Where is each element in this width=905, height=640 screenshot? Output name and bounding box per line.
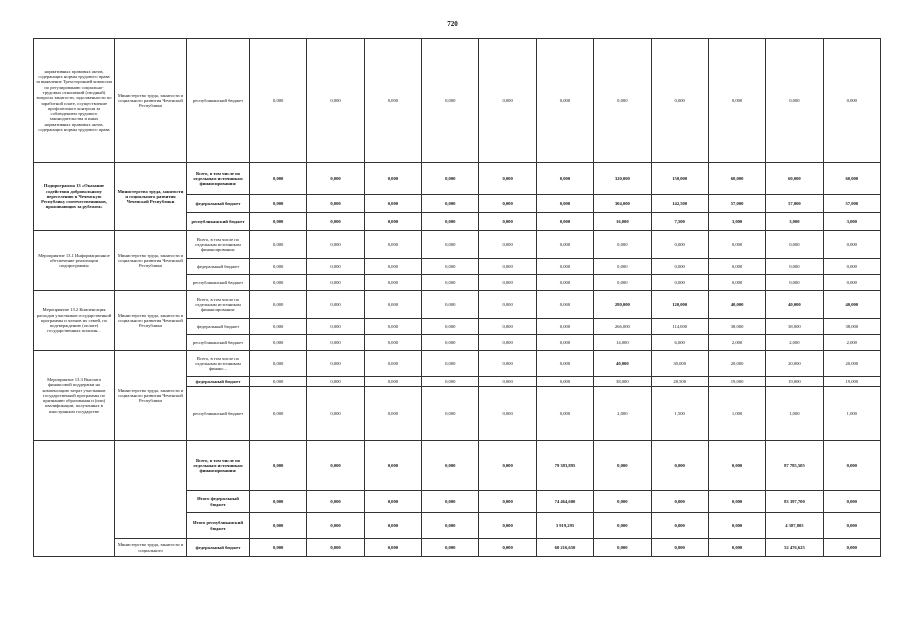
cell-value: 0,000 <box>250 513 307 539</box>
cell-value: 0,000 <box>422 377 479 387</box>
cell-value: 0,000 <box>651 275 708 291</box>
finance-source: Итого республиканский бюджет <box>187 513 250 539</box>
cell-value: 0,000 <box>823 539 880 557</box>
cell-value: 0,000 <box>307 491 364 513</box>
cell-value: 0,000 <box>766 39 823 163</box>
cell-value: 0,000 <box>422 231 479 259</box>
finance-source: Всего, в том числе по отдельным источникам финансирования: <box>187 231 250 259</box>
finance-source: федеральный бюджет <box>187 319 250 335</box>
cell-value: 0,000 <box>364 275 421 291</box>
cell-value: 0,000 <box>364 387 421 441</box>
cell-value: 0,000 <box>708 231 765 259</box>
cell-value: 0,000 <box>536 351 593 377</box>
cell-value: 16,000 <box>594 213 651 231</box>
cell-value: 0,000 <box>536 377 593 387</box>
cell-value: 0,000 <box>708 491 765 513</box>
cell-value: 0,000 <box>708 39 765 163</box>
cell-value: 0,000 <box>479 213 536 231</box>
cell-value: 0,000 <box>364 377 421 387</box>
cell-value: 3,000 <box>766 213 823 231</box>
cell-value: 0,000 <box>422 491 479 513</box>
cell-value: 20,000 <box>708 351 765 377</box>
cell-value: 0,000 <box>422 291 479 319</box>
cell-value: 30,000 <box>651 351 708 377</box>
finance-source: республиканский бюджет <box>187 39 250 163</box>
cell-value: 0,000 <box>364 195 421 213</box>
cell-value: 0,000 <box>536 387 593 441</box>
cell-value: 0,000 <box>250 231 307 259</box>
cell-value: 1,500 <box>651 387 708 441</box>
cell-value: 0,000 <box>250 319 307 335</box>
responsible-org: Министерство труда, занятости и социального развития Чеченской Республики <box>115 39 187 163</box>
activity-name: Мероприятие 13.1 Информационное обеспечение реализации подпрограммы <box>34 231 115 291</box>
cell-value: 0,000 <box>594 275 651 291</box>
cell-value: 0,000 <box>536 163 593 195</box>
cell-value: 52 476,625 <box>766 539 823 557</box>
cell-value: 0,000 <box>479 377 536 387</box>
cell-value: 38,000 <box>766 319 823 335</box>
cell-value: 0,000 <box>479 291 536 319</box>
cell-value: 3,000 <box>823 213 880 231</box>
cell-value: 0,000 <box>422 539 479 557</box>
cell-value: 0,000 <box>479 39 536 163</box>
cell-value: 0,000 <box>766 275 823 291</box>
cell-value: 83 397,700 <box>766 491 823 513</box>
finance-source: Итого федеральный бюджет <box>187 491 250 513</box>
responsible-org: Министерство труда, занятости и социального развития Чеченской Республики <box>115 291 187 351</box>
cell-value: 0,000 <box>307 319 364 335</box>
cell-value: 0,000 <box>594 491 651 513</box>
finance-source: федеральный бюджет <box>187 195 250 213</box>
cell-value: 0,000 <box>708 275 765 291</box>
activity-name: Мероприятие 13.3 Выплата финансовой поддержки на компенсацию затрат участников государственной программы по признанию образования и (или) квалификации, полученных в иностранном государстве <box>34 351 115 441</box>
cell-value: 0,000 <box>479 163 536 195</box>
cell-value: 0,000 <box>422 39 479 163</box>
cell-value: 0,000 <box>536 213 593 231</box>
cell-value: 0,000 <box>766 259 823 275</box>
cell-value: 0,000 <box>479 259 536 275</box>
cell-value: 0,000 <box>250 195 307 213</box>
cell-value: 40,000 <box>708 291 765 319</box>
finance-source: федеральный бюджет <box>187 539 250 557</box>
cell-value: 0,000 <box>364 291 421 319</box>
cell-value: 57,000 <box>708 195 765 213</box>
cell-value: 2,000 <box>708 335 765 351</box>
cell-value: 40,000 <box>594 351 651 377</box>
responsible-org: Министерство труда, занятости и социального развития Чеченской Республики <box>115 231 187 291</box>
finance-source: Всего, в том числе по отдельным источникам финанс... <box>187 351 250 377</box>
activity-name: нормативных правовых актов, содержащих нормы трудового права за выявление Трехсторонней комиссии по регулированию социально-трудовых отношений (сводный) вопросы занятости, задолженности по заработной плате, осуществление профсоюзного контроля за соблюдением трудового законодательства и иных нормативных правовых актов, содержащих нормы трудового права <box>34 39 115 163</box>
cell-value: 0,000 <box>594 513 651 539</box>
cell-value: 0,000 <box>250 539 307 557</box>
cell-value: 0,000 <box>422 351 479 377</box>
cell-value: 0,000 <box>307 387 364 441</box>
cell-value: 0,000 <box>364 539 421 557</box>
cell-value: 0,000 <box>250 441 307 491</box>
cell-value: 0,000 <box>364 231 421 259</box>
cell-value: 0,000 <box>651 39 708 163</box>
cell-value: 0,000 <box>823 441 880 491</box>
cell-value: 1,000 <box>766 387 823 441</box>
cell-value: 280,000 <box>594 291 651 319</box>
cell-value: 87 785,505 <box>766 441 823 491</box>
cell-value: 0,000 <box>479 491 536 513</box>
cell-value: 0,000 <box>364 491 421 513</box>
cell-value: 0,000 <box>594 231 651 259</box>
cell-value: 0,000 <box>307 513 364 539</box>
cell-value: 3 919,295 <box>536 513 593 539</box>
cell-value: 0,000 <box>307 259 364 275</box>
cell-value: 0,000 <box>364 213 421 231</box>
cell-value: 0,000 <box>364 39 421 163</box>
cell-value: 0,000 <box>651 491 708 513</box>
cell-value: 0,000 <box>766 231 823 259</box>
cell-value: 0,000 <box>594 539 651 557</box>
cell-value: 19,000 <box>766 377 823 387</box>
cell-value: 0,000 <box>307 163 364 195</box>
cell-value: 304,000 <box>594 195 651 213</box>
finance-source: республиканский бюджет <box>187 335 250 351</box>
finance-source: республиканский бюджет <box>187 387 250 441</box>
cell-value: 0,000 <box>250 377 307 387</box>
cell-value: 19,000 <box>708 377 765 387</box>
cell-value: 4 387,805 <box>766 513 823 539</box>
cell-value: 0,000 <box>422 275 479 291</box>
cell-value: 60 216,650 <box>536 539 593 557</box>
cell-value: 0,000 <box>536 39 593 163</box>
cell-value: 0,000 <box>651 259 708 275</box>
cell-value: 0,000 <box>594 39 651 163</box>
cell-value: 0,000 <box>422 513 479 539</box>
page-number: 720 <box>447 20 458 28</box>
cell-value: 0,000 <box>307 195 364 213</box>
cell-value: 150,000 <box>651 163 708 195</box>
cell-value: 0,000 <box>479 351 536 377</box>
finance-source: республиканский бюджет <box>187 213 250 231</box>
cell-value: 2,000 <box>594 387 651 441</box>
cell-value: 0,000 <box>536 319 593 335</box>
responsible-org: Министерство труда, занятости и социального развития Чеченской Республики <box>115 163 187 231</box>
cell-value: 2,000 <box>823 335 880 351</box>
cell-value: 0,000 <box>651 513 708 539</box>
cell-value: 6,000 <box>651 335 708 351</box>
cell-value: 0,000 <box>536 195 593 213</box>
cell-value: 0,000 <box>250 163 307 195</box>
activity-name-empty <box>34 441 115 557</box>
cell-value: 20,000 <box>766 351 823 377</box>
cell-value: 1,000 <box>708 387 765 441</box>
cell-value: 0,000 <box>250 491 307 513</box>
responsible-org-empty <box>115 441 187 539</box>
cell-value: 0,000 <box>307 351 364 377</box>
cell-value: 0,000 <box>307 335 364 351</box>
cell-value: 0,000 <box>479 513 536 539</box>
cell-value: 0,000 <box>250 275 307 291</box>
cell-value: 79 383,895 <box>536 441 593 491</box>
cell-value: 0,000 <box>250 351 307 377</box>
finance-source: Всего, в том числе по отдельным источникам финансирования: <box>187 291 250 319</box>
budget-table <box>33 38 881 557</box>
cell-value: 320,000 <box>594 163 651 195</box>
cell-value: 0,000 <box>307 291 364 319</box>
cell-value: 0,000 <box>307 231 364 259</box>
cell-value: 74 464,600 <box>536 491 593 513</box>
cell-value: 0,000 <box>651 539 708 557</box>
cell-value: 0,000 <box>708 441 765 491</box>
cell-value: 0,000 <box>479 387 536 441</box>
cell-value: 0,000 <box>479 195 536 213</box>
cell-value: 0,000 <box>708 513 765 539</box>
cell-value: 0,000 <box>307 275 364 291</box>
cell-value: 19,000 <box>823 377 880 387</box>
cell-value: 0,000 <box>594 441 651 491</box>
cell-value: 0,000 <box>823 275 880 291</box>
cell-value: 0,000 <box>307 213 364 231</box>
cell-value: 0,000 <box>823 513 880 539</box>
cell-value: 38,000 <box>594 377 651 387</box>
cell-value: 0,000 <box>250 291 307 319</box>
cell-value: 60,000 <box>823 163 880 195</box>
finance-source: Всего, в том числе по отдельным источникам финансирования: <box>187 441 250 491</box>
responsible-org: Министерство труда, занятости и социального развития Чеченской Республики <box>115 351 187 441</box>
cell-value: 2,000 <box>766 335 823 351</box>
cell-value: 40,000 <box>766 291 823 319</box>
finance-source: федеральный бюджет <box>187 377 250 387</box>
cell-value: 0,000 <box>479 441 536 491</box>
cell-value: 120,000 <box>651 291 708 319</box>
cell-value: 0,000 <box>364 335 421 351</box>
cell-value: 0,000 <box>250 213 307 231</box>
finance-source: федеральный бюджет <box>187 259 250 275</box>
cell-value: 0,000 <box>823 39 880 163</box>
cell-value: 0,000 <box>422 335 479 351</box>
cell-value: 20,000 <box>823 351 880 377</box>
finance-source: Всего, в том числе по отдельным источникам финансирования: <box>187 163 250 195</box>
cell-value: 0,000 <box>422 441 479 491</box>
cell-value: 0,000 <box>422 213 479 231</box>
cell-value: 0,000 <box>364 259 421 275</box>
cell-value: 0,000 <box>422 319 479 335</box>
cell-value: 60,000 <box>708 163 765 195</box>
cell-value: 0,000 <box>479 539 536 557</box>
cell-value: 0,000 <box>250 259 307 275</box>
cell-value: 0,000 <box>250 39 307 163</box>
cell-value: 38,000 <box>708 319 765 335</box>
cell-value: 0,000 <box>536 259 593 275</box>
cell-value: 0,000 <box>364 513 421 539</box>
cell-value: 0,000 <box>422 387 479 441</box>
activity-name: Подпрограмма 13 «Оказание содействия добровольному переселению в Чеченскую Республику соотечественников, проживающих за рубежом» <box>34 163 115 231</box>
cell-value: 0,000 <box>536 335 593 351</box>
cell-value: 114,000 <box>651 319 708 335</box>
cell-value: 0,000 <box>479 335 536 351</box>
cell-value: 142,500 <box>651 195 708 213</box>
cell-value: 0,000 <box>479 319 536 335</box>
cell-value: 0,000 <box>422 259 479 275</box>
cell-value: 266,000 <box>594 319 651 335</box>
cell-value: 0,000 <box>479 231 536 259</box>
cell-value: 28,500 <box>651 377 708 387</box>
cell-value: 0,000 <box>307 39 364 163</box>
cell-value: 14,000 <box>594 335 651 351</box>
responsible-org: Министерство труда, занятости и социального <box>115 539 187 557</box>
cell-value: 40,000 <box>823 291 880 319</box>
cell-value: 0,000 <box>823 491 880 513</box>
cell-value: 7,500 <box>651 213 708 231</box>
cell-value: 0,000 <box>708 539 765 557</box>
cell-value: 0,000 <box>364 351 421 377</box>
cell-value: 3,000 <box>708 213 765 231</box>
cell-value: 38,000 <box>823 319 880 335</box>
cell-value: 0,000 <box>250 335 307 351</box>
cell-value: 0,000 <box>364 319 421 335</box>
cell-value: 0,000 <box>651 441 708 491</box>
cell-value: 0,000 <box>536 275 593 291</box>
cell-value: 0,000 <box>823 231 880 259</box>
cell-value: 0,000 <box>536 291 593 319</box>
cell-value: 0,000 <box>307 441 364 491</box>
cell-value: 0,000 <box>307 539 364 557</box>
cell-value: 0,000 <box>422 195 479 213</box>
cell-value: 57,000 <box>766 195 823 213</box>
cell-value: 0,000 <box>307 377 364 387</box>
cell-value: 0,000 <box>364 441 421 491</box>
cell-value: 0,000 <box>250 387 307 441</box>
cell-value: 0,000 <box>823 259 880 275</box>
activity-name: Мероприятие 13.2 Компенсация расходов участников государственной программы и членов их семей, по подтверждению (оплате) государственных пошлин... <box>34 291 115 351</box>
cell-value: 0,000 <box>364 163 421 195</box>
cell-value: 0,000 <box>651 231 708 259</box>
cell-value: 0,000 <box>536 231 593 259</box>
cell-value: 0,000 <box>479 275 536 291</box>
cell-value: 1,000 <box>823 387 880 441</box>
finance-source: республиканский бюджет <box>187 275 250 291</box>
cell-value: 0,000 <box>708 259 765 275</box>
cell-value: 60,000 <box>766 163 823 195</box>
cell-value: 0,000 <box>594 259 651 275</box>
cell-value: 0,000 <box>422 163 479 195</box>
cell-value: 57,000 <box>823 195 880 213</box>
